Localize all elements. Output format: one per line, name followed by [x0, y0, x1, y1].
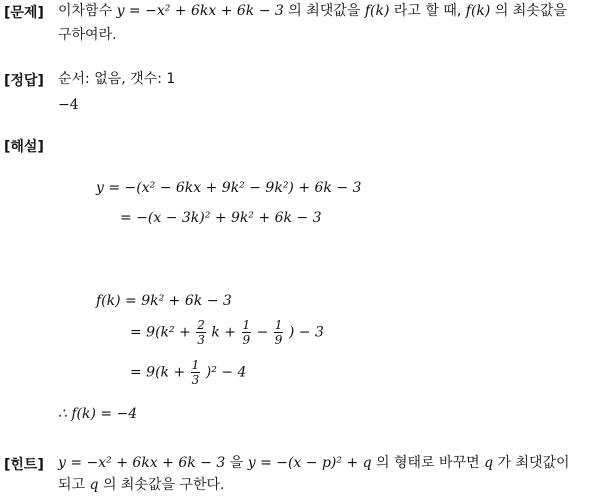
- solution-conclusion: ∴ f(k) = −4: [58, 406, 138, 422]
- eq4-part-d: ) − 3: [288, 324, 324, 341]
- hint-line2-b: 의 최솟값을 구한다.: [102, 477, 225, 493]
- hint-q-1: q: [484, 455, 494, 471]
- hint-q-2: q: [89, 477, 99, 493]
- problem-text-a: 이차함수: [58, 3, 113, 19]
- hint-text-b: 의 형태로 바꾸면: [376, 455, 480, 471]
- solution-eq-4: [130, 318, 324, 347]
- fraction-denominator: 3: [191, 373, 200, 387]
- solution-eq-2: = −(x − 3k)² + 9k² + 6k − 3: [120, 210, 322, 226]
- fraction-numerator: 1: [191, 358, 200, 372]
- problem-text-b: 의 최댓값을: [288, 3, 361, 19]
- problem-text-d: 의 최솟값을: [494, 3, 567, 19]
- eq4-part-b: k +: [211, 324, 237, 341]
- problem-line-1: [58, 0, 567, 22]
- solution-eq-1: y = −(x² − 6kx + 9k² − 9k²) + 6k − 3: [96, 180, 362, 196]
- problem-equation: y = −x² + 6kx + 6k − 3: [116, 3, 284, 19]
- hint-line2-a: 되고: [58, 477, 86, 493]
- fraction-1-9-b: [274, 318, 284, 347]
- hint-text-c: 가 최댓값이: [497, 455, 570, 471]
- problem-fk-2: f(k): [465, 3, 491, 19]
- problem-text-c: 라고 할 때,: [393, 3, 462, 19]
- fraction-2-3: [196, 318, 206, 347]
- answer-value: −4: [58, 97, 79, 113]
- problem-label: [문제]: [4, 5, 44, 21]
- fraction-denominator: 9: [242, 333, 251, 347]
- solution-eq-5: [130, 358, 246, 387]
- problem-fk: f(k): [364, 3, 390, 19]
- fraction-denominator: 3: [197, 333, 205, 347]
- hint-label: [힌트]: [4, 457, 44, 473]
- answer-line-1: 순서: 없음, 갯수: 1: [58, 71, 176, 87]
- hint-line-1: [58, 452, 570, 474]
- eq4-part-c: −: [256, 324, 269, 341]
- solution-label: [해설]: [4, 139, 44, 155]
- fraction-numerator: 1: [242, 318, 251, 332]
- hint-equation-a: y = −x² + 6kx + 6k − 3: [58, 455, 226, 471]
- hint-text-a: 을: [229, 455, 244, 471]
- solution-eq-3: f(k) = 9k² + 6k − 3: [96, 293, 232, 309]
- problem-line-2: 구하여라.: [58, 27, 117, 43]
- hint-line-2: [58, 474, 224, 496]
- fraction-1-9-a: [242, 318, 252, 347]
- eq5-part-a: = 9(k +: [130, 364, 186, 381]
- eq4-part-a: = 9(k² +: [130, 324, 191, 341]
- eq5-part-b: )² − 4: [205, 364, 247, 381]
- fraction-1-3: [191, 358, 201, 387]
- fraction-numerator: 2: [197, 318, 205, 332]
- fraction-denominator: 9: [274, 333, 283, 347]
- answer-label: [정답]: [4, 73, 44, 89]
- hint-equation-b: y = −(x − p)² + q: [247, 455, 372, 471]
- fraction-numerator: 1: [274, 318, 283, 332]
